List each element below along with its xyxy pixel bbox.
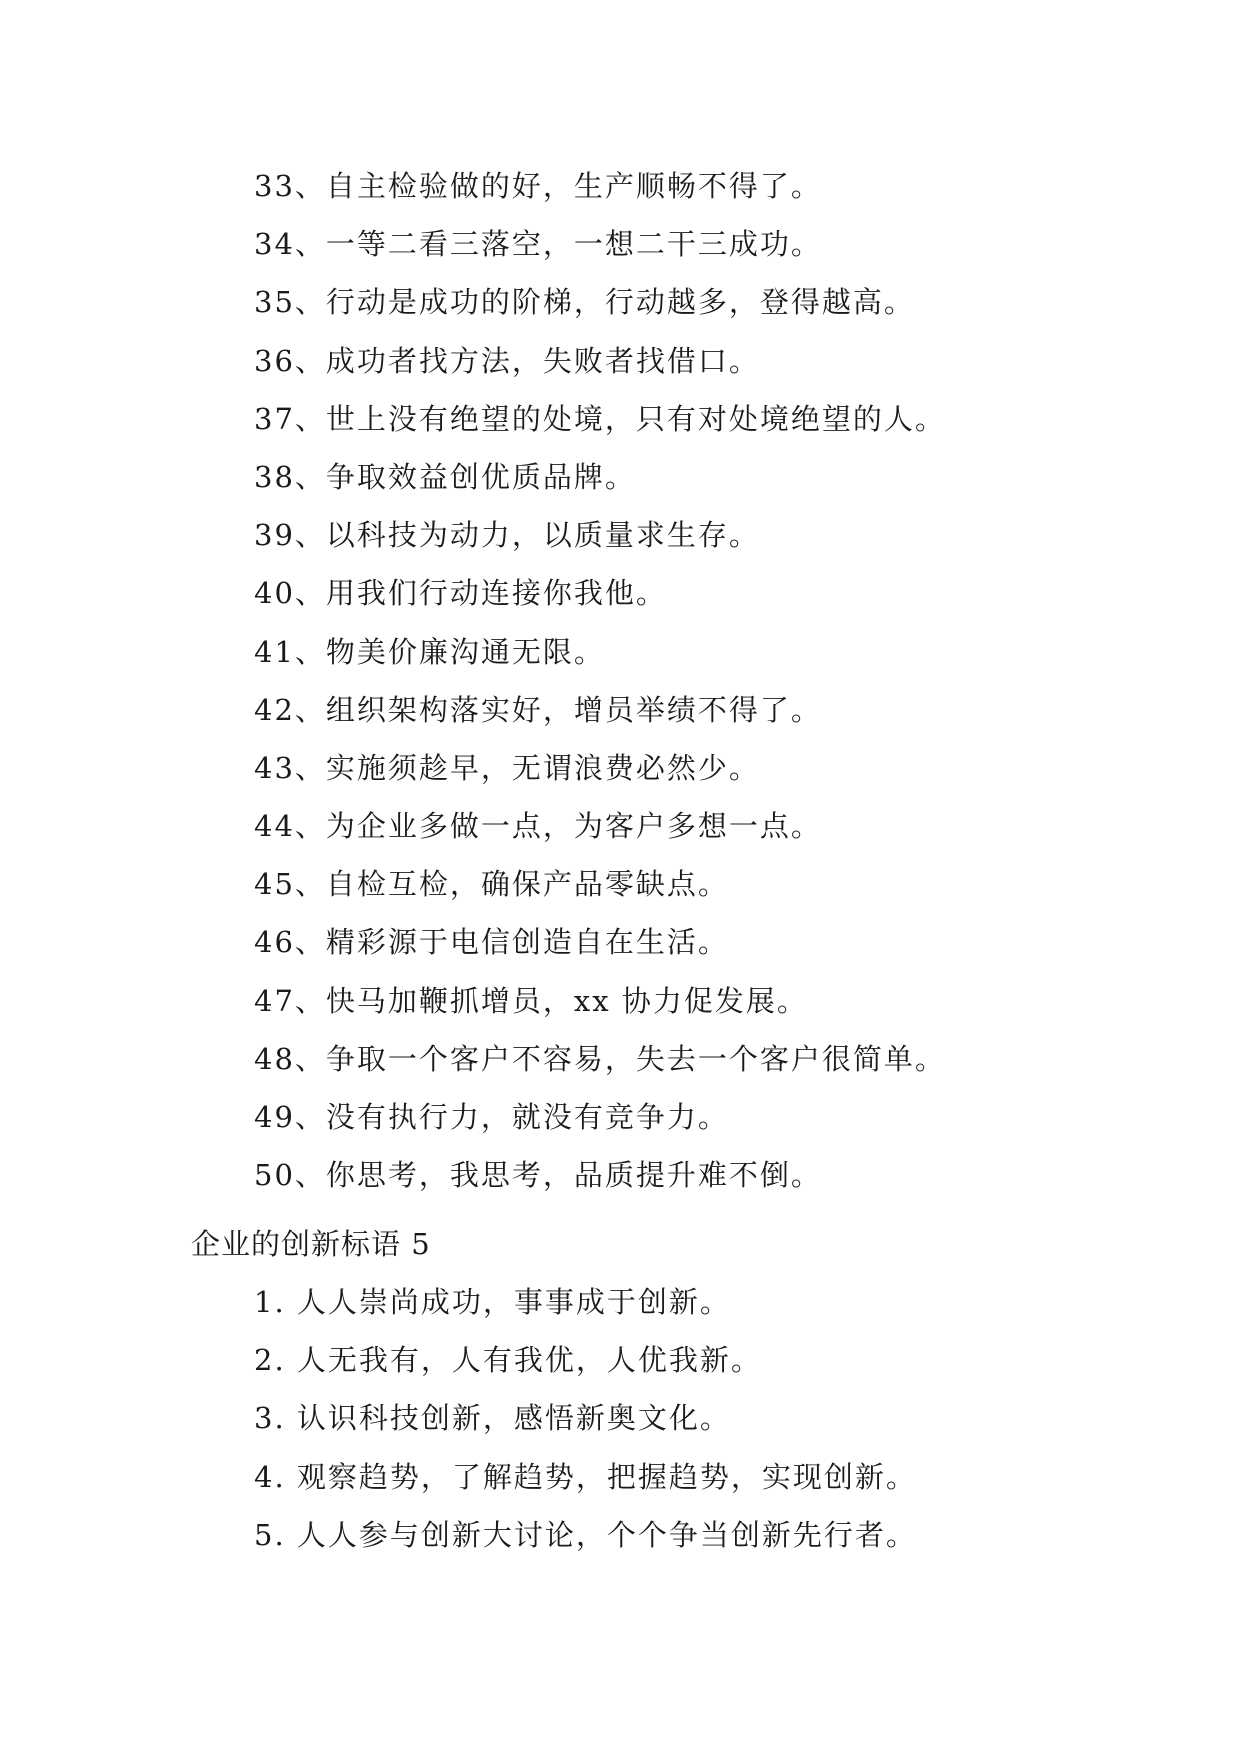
list-item: 50、你思考，我思考，品质提升难不倒。: [254, 1158, 822, 1193]
list-item: 36、成功者找方法，失败者找借口。: [254, 343, 760, 378]
list-item: 2. 人无我有，人有我优，人优我新。: [254, 1343, 762, 1378]
list-item: 46、精彩源于电信创造自在生活。: [254, 925, 729, 960]
section-heading: 企业的创新标语 5: [191, 1227, 431, 1261]
list-item: 3. 认识科技创新，感悟新奥文化。: [254, 1401, 731, 1436]
list-item: 44、为企业多做一点，为客户多想一点。: [254, 809, 822, 844]
list-item: 5. 人人参与创新大讨论，个个争当创新先行者。: [254, 1517, 917, 1552]
list-item: 49、没有执行力，就没有竞争力。: [254, 1100, 729, 1134]
list-item: 4. 观察趋势，了解趋势，把握趋势，实现创新。: [254, 1459, 917, 1494]
list-item: 41、物美价廉沟通无限。: [254, 634, 605, 669]
innovation-slogan-list: [0, 1273, 1241, 1564]
list-item: 47、快马加鞭抓增员，xx 协力促发展。: [254, 983, 808, 1018]
list-item: 43、实施须趁早，无谓浪费必然少。: [254, 750, 760, 785]
list-item: 42、组织架构落实好，增员举绩不得了。: [254, 692, 822, 727]
list-item: 45、自检互检，确保产品零缺点。: [254, 867, 729, 902]
list-item: 34、一等二看三落空，一想二干三成功。: [254, 227, 822, 262]
list-item: 35、行动是成功的阶梯，行动越多，登得越高。: [254, 285, 915, 320]
list-item: 33、自主检验做的好，生产顺畅不得了。: [254, 169, 822, 203]
list-item: 37、世上没有绝望的处境，只有对处境绝望的人。: [254, 401, 946, 436]
list-item: 38、争取效益创优质品牌。: [254, 459, 636, 494]
list-item: 40、用我们行动连接你我他。: [254, 576, 667, 611]
slogan-list: [0, 157, 1241, 1204]
list-item: 39、以科技为动力，以质量求生存。: [254, 518, 760, 553]
list-item: 48、争取一个客户不容易，失去一个客户很简单。: [254, 1041, 946, 1076]
list-item: 1. 人人崇尚成功，事事成于创新。: [254, 1285, 731, 1319]
